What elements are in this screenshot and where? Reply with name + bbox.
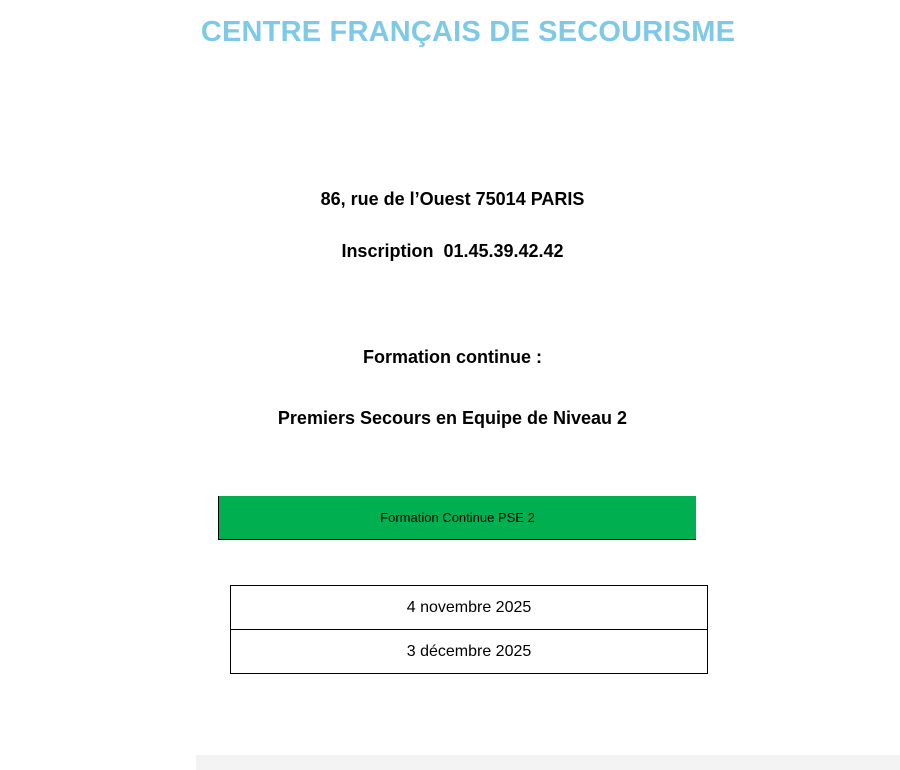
bottom-scroll-strip (196, 755, 900, 770)
table-row (231, 630, 708, 674)
inscription-phone: Inscription 01.45.39.42.42 (341, 241, 564, 261)
formation-label: Formation continue : (363, 347, 542, 367)
session-date: 3 décembre 2025 (231, 630, 708, 674)
address-text: 86, rue de l’Ouest 75014 PARIS (320, 189, 585, 209)
session-dates-table (230, 585, 708, 674)
course-name: Premiers Secours en Equipe de Niveau 2 (277, 408, 628, 428)
course-banner-label: Formation Continue PSE 2 (380, 510, 535, 525)
course-banner (218, 496, 696, 540)
page-title: CENTRE FRANÇAIS DE SECOURISME (200, 16, 736, 48)
session-date: 4 novembre 2025 (231, 586, 708, 630)
table-row (231, 586, 708, 630)
